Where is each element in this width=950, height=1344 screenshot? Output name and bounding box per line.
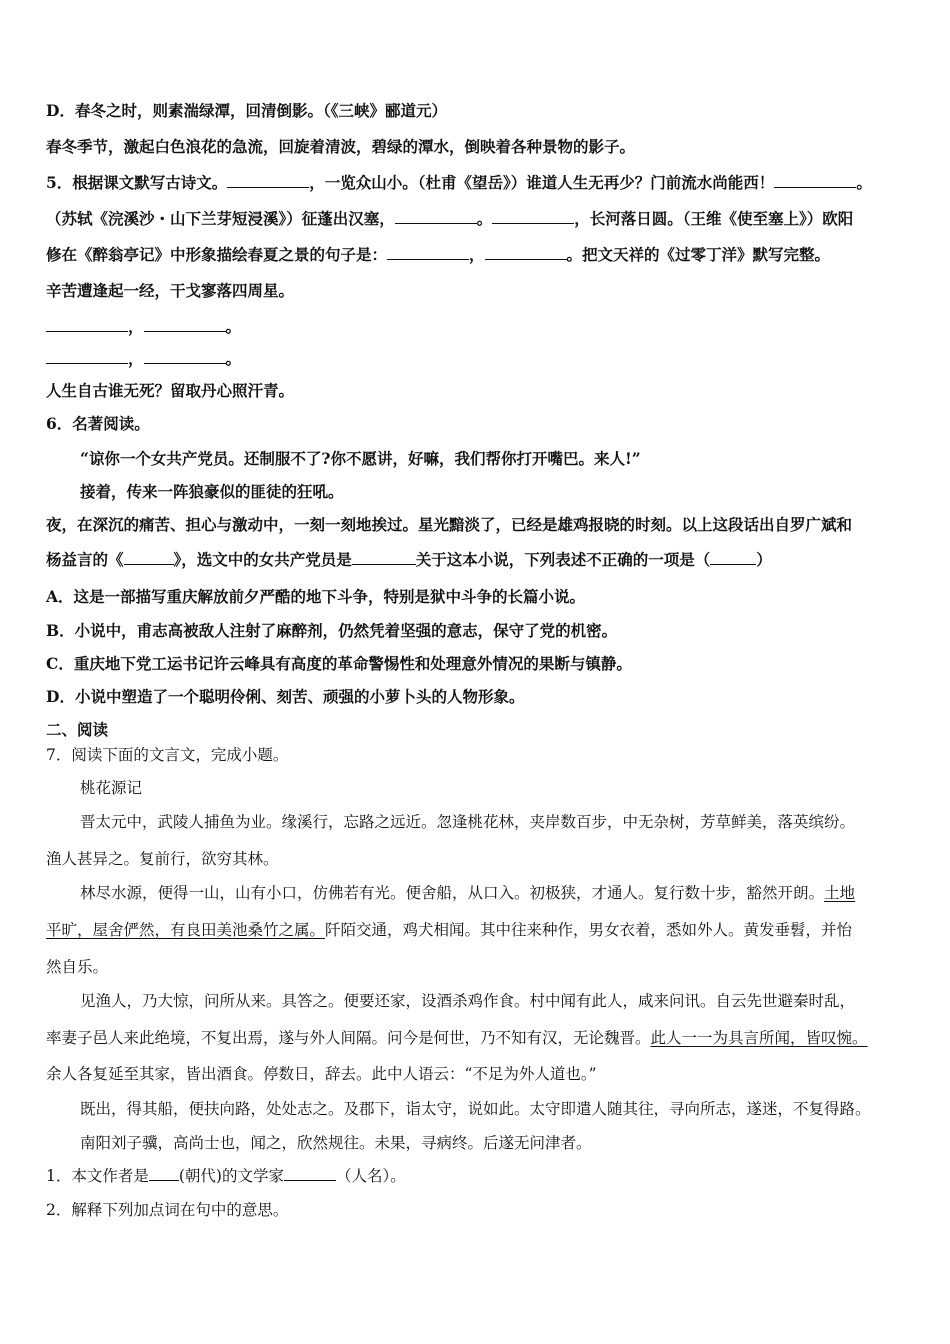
- q6-option-a: [46, 587, 914, 607]
- q6-title: [46, 414, 914, 434]
- q5-poem-line-1: [46, 281, 914, 301]
- q6-option-d: [46, 687, 914, 707]
- answer-blank[interactable]: [144, 330, 226, 332]
- q5-text: 。: [856, 173, 872, 192]
- option-text: B．小说中，甫志高被敌人注射了麻醉剂，仍然凭着坚强的意志，保守了党的机密。: [46, 621, 618, 640]
- passage-text: 既出，得其船，便扶向路，处处志之。及郡下，诣太守，说如此。太守即遣人随其往，寻向所志，遂迷，不复得路。: [80, 1100, 871, 1118]
- q5-text: （苏轼《浣溪沙・山下兰芽短浸溪》）征蓬出汉塞，: [46, 209, 395, 228]
- answer-blank[interactable]: [227, 186, 309, 188]
- passage-text: 余人各复延至其家，皆出酒食。停数日，辞去。此中人语云：“不足为外人道也。”: [46, 1065, 597, 1083]
- passage-text: 晋太元中，武陵人捕鱼为业。缘溪行，忘路之远近。忽逢桃花林，夹岸数百步，中无杂树，芳草鲜美，落英缤纷。: [80, 813, 856, 831]
- q6-passage-1: [80, 449, 914, 469]
- passage-title: [80, 778, 914, 798]
- answer-blank[interactable]: [46, 362, 128, 364]
- answer-blank[interactable]: [46, 330, 128, 332]
- q6-question: [46, 550, 914, 570]
- q4-option-d-translation-text: 春冬季节，激起白色浪花的急流，回旋着清波，碧绿的潭水，倒映着各种景物的影子。: [46, 137, 636, 156]
- option-text: A．这是一部描写重庆解放前夕严酷的地下斗争，特别是狱中斗争的长篇小说。: [46, 587, 586, 606]
- passage-line: [80, 1099, 914, 1119]
- q5-text: ，长河落日圆。（王维《使至塞上》）欧阳: [574, 209, 854, 228]
- q6-option-b: [46, 621, 914, 641]
- sub-question-text: 1．本文作者是: [46, 1167, 149, 1185]
- passage-line: [80, 1133, 914, 1153]
- q5-text: ，一览众山小。（杜甫《望岳》）谁道人生无再少？门前流水尚能西！: [309, 173, 775, 192]
- passage-line: [46, 1028, 914, 1048]
- q6-title-text: 6．名著阅读。: [46, 414, 150, 433]
- answer-blank[interactable]: [352, 563, 416, 565]
- passage-line: [80, 812, 914, 832]
- answer-blank[interactable]: [387, 258, 469, 260]
- q7-title: [46, 745, 914, 765]
- q5-text: 修在《醉翁亭记》中形象描绘春夏之景的句子是：: [46, 245, 388, 264]
- q6-passage-text: 夜，在深沉的痛苦、担心与激动中，一刻一刻地挨过。星光黯淡了，已经是雄鸡报晓的时刻。以上这段话出自罗广斌和: [46, 515, 853, 534]
- q6-passage-2: [80, 482, 914, 502]
- q5-poem-line-4: [46, 381, 914, 401]
- q6-passage-text: “谅你一个女共产党员。还制服不了?你不愿讲，好嘛，我们帮你打开嘴巴。来人!”: [80, 449, 641, 468]
- section-heading: [46, 720, 914, 740]
- answer-blank[interactable]: [395, 222, 477, 224]
- passage-line: [46, 957, 914, 977]
- q4-option-d-text: D．春冬之时，则素湍绿潭，回清倒影。（《三峡》郦道元）: [46, 101, 447, 120]
- q5-poem-line-3: [46, 349, 914, 369]
- q5-text: 。把文天祥的《过零丁洋》默写完整。: [566, 245, 831, 264]
- q4-option-d: [46, 101, 914, 121]
- q5-poem-text: 辛苦遭逢起一经，干戈寥落四周星。: [46, 281, 295, 300]
- q6-question-text: ）: [756, 550, 772, 569]
- passage-text: 南阳刘子骥，高尚士也，闻之，欣然规往。未果，寻病终。后遂无问津者。: [80, 1134, 592, 1152]
- q5-period: 。: [225, 317, 242, 336]
- q5-period: 。: [225, 349, 242, 368]
- sub-question-text: （人名）。: [335, 1167, 406, 1185]
- q5-title: 5．根据课文默写古诗文。: [46, 173, 228, 192]
- q5-line-1: [46, 173, 914, 193]
- q6-question-text: 》，选文中的女共产党员是: [173, 550, 352, 569]
- passage-line: [80, 991, 914, 1011]
- answer-blank[interactable]: [710, 563, 756, 565]
- passage-line: [80, 883, 914, 903]
- underlined-sentence: 平旷，屋舍俨然，有良田美池桑竹之属。: [46, 921, 326, 939]
- answer-blank[interactable]: [485, 258, 567, 260]
- q5-poem-text: 人生自古谁无死？留取丹心照汗青。: [46, 381, 295, 400]
- passage-text: 阡陌交通，鸡犬相闻。其中往来种作，男女衣着，悉如外人。黄发垂髫，并怡: [325, 921, 853, 939]
- sub-question-1: [46, 1166, 914, 1186]
- passage-text: 渔人甚异之。复前行，欲穷其林。: [46, 850, 279, 868]
- passage-title-text: 桃花源记: [80, 779, 143, 797]
- passage-line: [46, 849, 914, 869]
- q5-line-2: [46, 209, 914, 229]
- sub-question-text: (朝代)的文学家: [178, 1167, 284, 1185]
- q5-line-3: [46, 245, 914, 265]
- sub-question-text: 2．解释下列加点词在句中的意思。: [46, 1201, 289, 1219]
- sub-question-2: [46, 1200, 914, 1220]
- q5-text: 。: [476, 209, 493, 228]
- option-text: D．小说中塑造了一个聪明伶俐、刻苦、顽强的小萝卜头的人物形象。: [46, 687, 525, 706]
- q5-comma: ，: [128, 317, 144, 336]
- q5-comma: ，: [128, 349, 144, 368]
- option-text: C．重庆地下党工运书记许云峰具有高度的革命警惕性和处理意外情况的果断与镇静。: [46, 654, 632, 673]
- q4-option-d-translation: [46, 137, 914, 157]
- passage-text: 率妻子邑人来此绝境，不复出焉，遂与外人间隔。问今是何世，乃不知有汉，无论魏晋。: [46, 1029, 651, 1047]
- answer-blank[interactable]: [124, 563, 174, 565]
- answer-blank[interactable]: [144, 362, 226, 364]
- q5-text: ，: [469, 245, 485, 264]
- passage-line: [46, 1064, 914, 1084]
- answer-blank[interactable]: [774, 186, 856, 188]
- q5-poem-line-2: [46, 317, 914, 337]
- q7-title-text: 7．阅读下面的文言文，完成小题。: [46, 746, 289, 764]
- section-heading-text: 二、阅读: [46, 720, 109, 739]
- q6-option-c: [46, 654, 914, 674]
- q6-question-text: 杨益言的《: [46, 550, 124, 569]
- answer-blank[interactable]: [284, 1179, 336, 1181]
- q6-passage-3: [46, 515, 914, 535]
- underlined-sentence: 此人一一为具言所闻，皆叹惋。: [650, 1029, 868, 1047]
- passage-text: 见渔人，乃大惊，问所从来。具答之。便要还家，设酒杀鸡作食。村中闻有此人，咸来问讯。自云先世避秦时乱，: [80, 992, 856, 1010]
- q6-passage-text: 接着，传来一阵狼豪似的匪徒的狂吼。: [80, 482, 344, 501]
- passage-text: 林尽水源，便得一山，山有小口，仿佛若有光。便舍船，从口入。初极狭，才通人。复行数十步，豁然开朗。: [80, 884, 825, 902]
- q6-question-text: 关于这本小说，下列表述不正确的一项是（: [415, 550, 711, 569]
- answer-blank[interactable]: [492, 222, 574, 224]
- passage-text: 然自乐。: [46, 958, 109, 976]
- passage-line: [46, 920, 914, 940]
- answer-blank[interactable]: [149, 1179, 179, 1181]
- underlined-sentence: 土地: [824, 884, 856, 902]
